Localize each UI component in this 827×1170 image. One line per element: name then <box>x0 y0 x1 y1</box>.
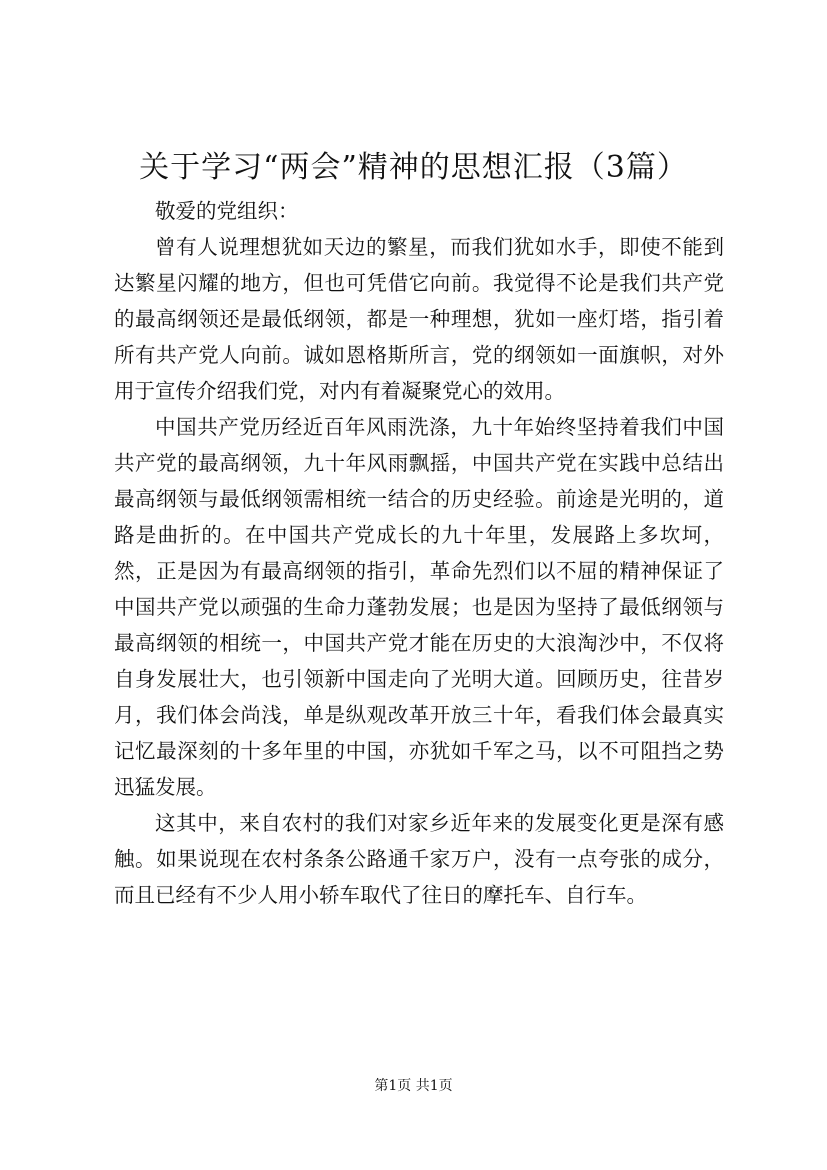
page-footer: 第1页 共1页 <box>374 1078 453 1094</box>
paragraph-1: 曾有人说理想犹如天边的繁星，而我们犹如水手，即使不能到达繁星闪耀的地方，但也可凭借它向前。我觉得不论是我们共产党的最高纲领还是最低纲领，都是一种理想，犹如一座灯塔，指引着所有共产党人向前。诚如恩格斯所言，党的纲领如一面旗帜，对外用于宣传介绍我们党，对内有着凝聚党心的效用。 <box>114 235 724 403</box>
salutation: 敬爱的党组织： <box>155 199 299 223</box>
paragraph-2: 中国共产党历经近百年风雨洗涤，九十年始终坚持着我们中国共产党的最高纲领，九十年风雨飘摇，中国共产党在实践中总结出最高纲领与最低纲领需相统一结合的历史经验。前途是光明的，道路是曲折的。在中国共产党成长的九十年里，发展路上多坎坷，然，正是因为有最高纲领的指引，革命先烈们以不屈的精神保证了中国共产党以顽强的生命力蓬勃发展；也是因为坚持了最低纲领与最高纲领的相统一，中国共产党才能在历史的大浪淘沙中，不仅将自身发展壮大，也引领新中国走向了光明大道。回顾历史，往昔岁月，我们体会尚浅，单是纵观改革开放三十年，看我们体会最真实记忆最深刻的十多年里的中国，亦犹如千军之马，以不可阻挡之势迅猛发展。 <box>114 415 724 799</box>
document-body <box>114 193 724 913</box>
paragraph-3: 这其中，来自农村的我们对家乡近年来的发展变化更是深有感触。如果说现在农村条条公路通千家万户，没有一点夸张的成分，而且已经有不少人用小轿车取代了往日的摩托车、自行车。 <box>114 811 724 907</box>
document-title: 关于学习“两会”精神的思想汇报（3篇） <box>139 150 688 185</box>
